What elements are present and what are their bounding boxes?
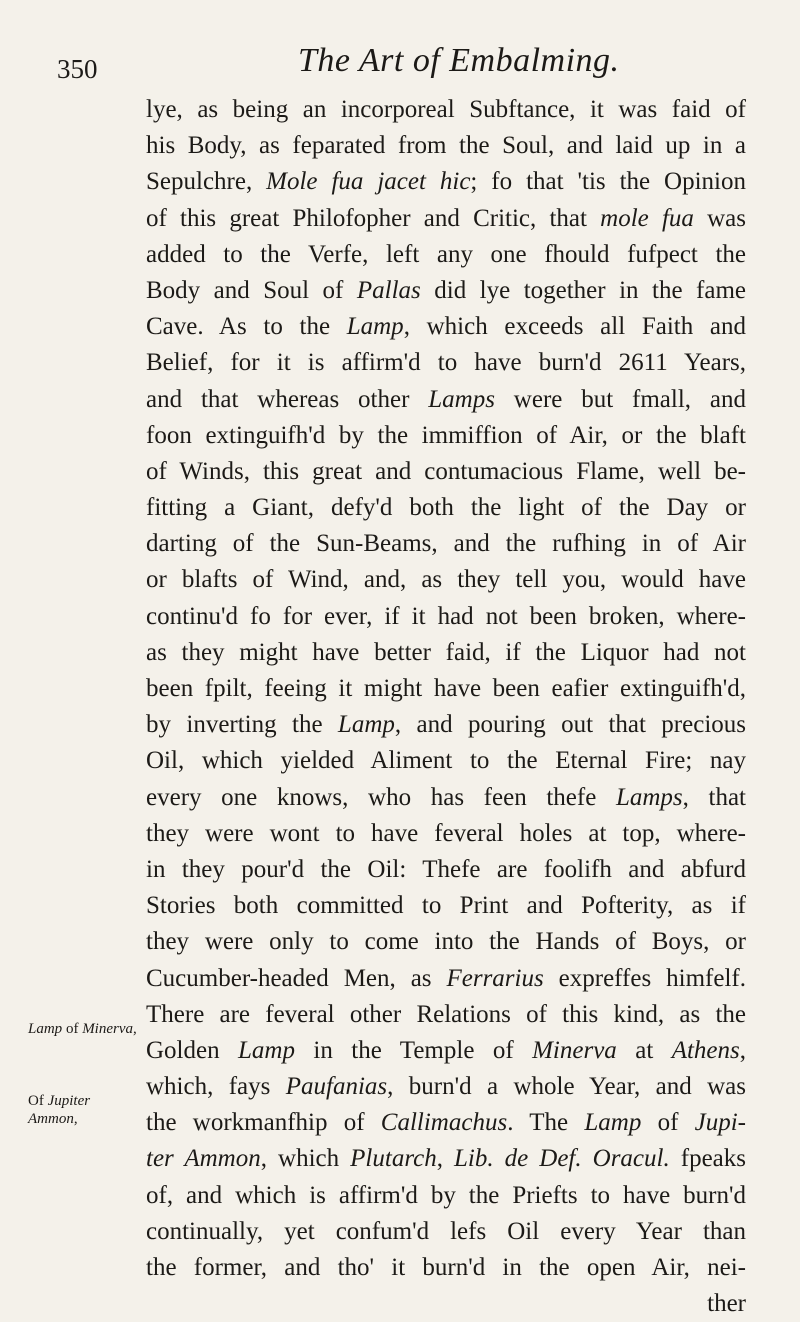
text-line: continually, yet confum'd lefs Oil every Year than	[146, 1217, 746, 1245]
text-line: Cucumber-headed Men, as Ferrarius expreffes himfelf.	[146, 964, 746, 992]
text-line: Stories both committed to Print and Pofterity, as if	[146, 892, 746, 920]
text-line: in they pour'd the Oil: Thefe are foolifh and abfurd	[146, 855, 746, 883]
text-line: There are feveral other Relations of this kind, as the	[146, 1000, 746, 1028]
text-line: Cave. As to the Lamp, which exceeds all Faith and	[146, 313, 746, 341]
text-line: or blafts of Wind, and, as they tell you, would have	[146, 566, 746, 594]
running-head: The Art of Embalming.	[298, 42, 620, 79]
text-line: of Winds, this great and contumacious Flame, well be-	[146, 457, 746, 485]
text-line: they were wont to have feveral holes at top, where-	[146, 819, 746, 847]
text-line: which, fays Paufanias, burn'd a whole Year, and was	[146, 1073, 747, 1101]
text-line: and that whereas other Lamps were but fmall, and	[146, 385, 746, 413]
text-line: Sepulchre, Mole fua jacet hic; fo that 'tis the Opinion	[146, 168, 746, 196]
text-line: Belief, for it is affirm'd to have burn'd 2611 Years,	[146, 349, 746, 377]
body-text	[146, 92, 746, 1322]
text-line: Oil, which yielded Aliment to the Eternal Fire; nay	[146, 747, 746, 775]
text-line: foon extinguifh'd by the immiffion of Air, or the blaft	[146, 421, 746, 449]
text-line: his Body, as feparated from the Soul, and laid up in a	[146, 132, 746, 160]
text-line: continu'd fo for ever, if it had not been broken, where-	[146, 602, 746, 630]
text-line: they were only to come into the Hands of Boys, or	[146, 928, 746, 956]
text-line: of this great Philofopher and Critic, that mole fua was	[146, 204, 746, 232]
text-line: added to the Verfe, left any one fhould fufpect the	[146, 240, 746, 268]
text-line: darting of the Sun-Beams, and the rufhing in of Air	[146, 530, 746, 558]
text-line: as they might have better faid, if the Liquor had not	[146, 638, 746, 666]
text-line: fitting a Giant, defy'd both the light of the Day or	[146, 494, 746, 522]
margin-note-jupiter-ammon: Of Jupiter Ammon,	[28, 1093, 91, 1127]
text-line: been fpilt, feeing it might have been eafier extinguifh'd,	[146, 675, 746, 702]
text-line: the former, and tho' it burn'd in the open Air, nei-	[146, 1254, 746, 1281]
margin-note-lamp-of-minerva: Lamp of Minerva,	[28, 1021, 137, 1037]
text-line: lye, as being an incorporeal Subftance, it was faid of	[146, 96, 746, 123]
text-line: every one knows, who has feen thefe Lamps, that	[146, 783, 746, 811]
page-number: 350	[57, 54, 98, 84]
text-line: by inverting the Lamp, and pouring out that precious	[146, 711, 746, 739]
catchword: ther	[707, 1290, 746, 1318]
text-line: Golden Lamp in the Temple of Minerva at Athens,	[146, 1036, 746, 1064]
text-line: ter Ammon, which Plutarch, Lib. de Def. Oracul. fpeaks	[146, 1145, 746, 1173]
text-line: Body and Soul of Pallas did lye together in the fame	[146, 276, 746, 304]
text-line: the workmanfhip of Callimachus. The Lamp of Jupi-	[146, 1109, 747, 1137]
text-line: of, and which is affirm'd by the Priefts to have burn'd	[146, 1181, 746, 1209]
